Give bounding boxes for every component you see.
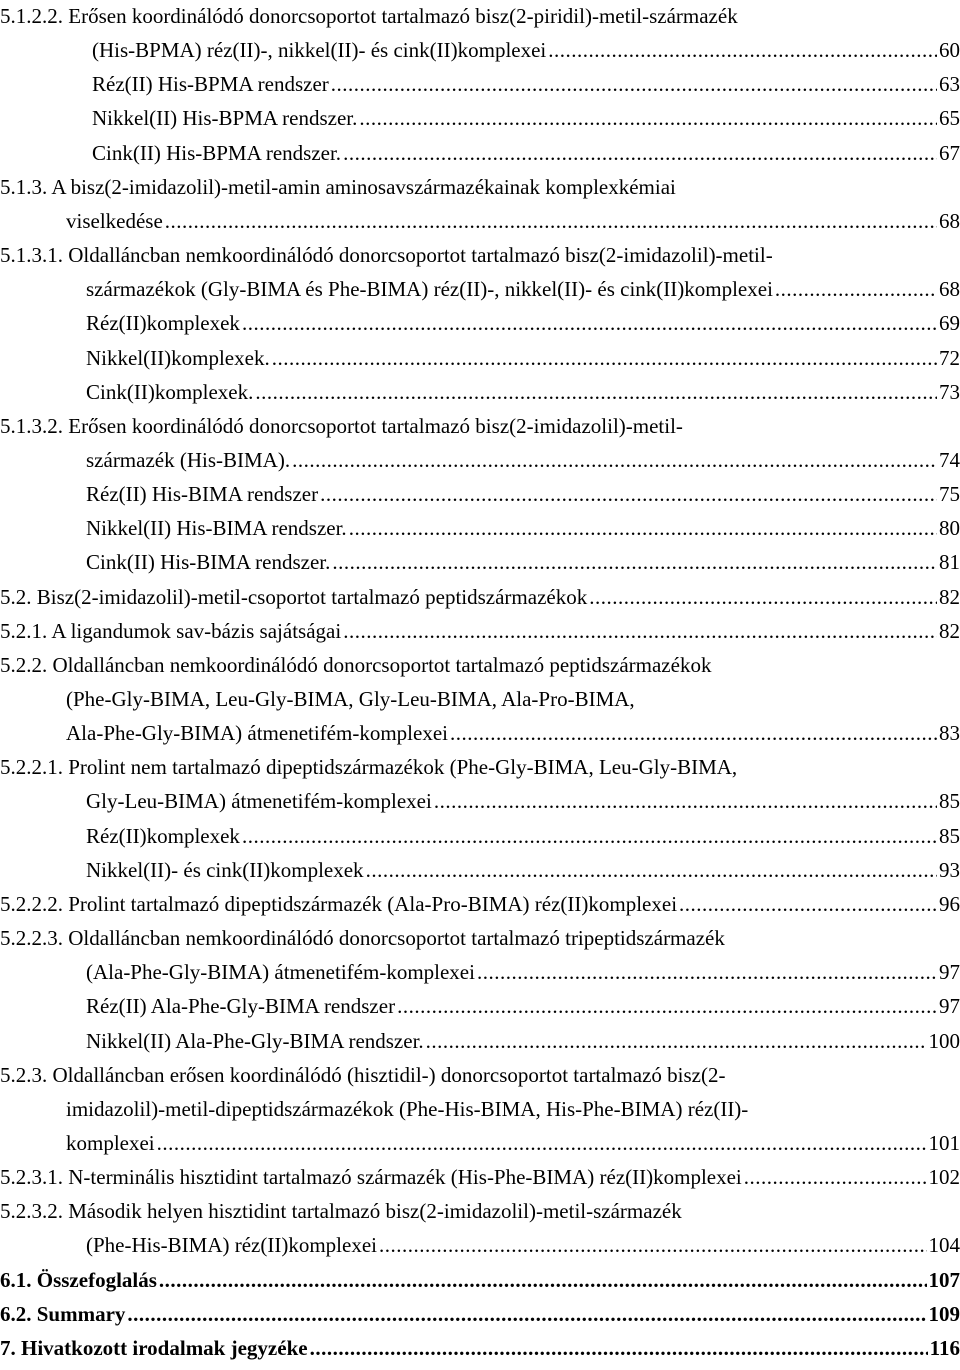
dot-leader bbox=[332, 550, 937, 575]
toc-entry[interactable] bbox=[0, 960, 960, 994]
toc-page-number: 82 bbox=[939, 619, 960, 644]
toc-entry-title: Nikkel(II) His-BPMA rendszer. bbox=[92, 106, 357, 131]
toc-page-number: 83 bbox=[939, 721, 960, 746]
toc-entry-title: Réz(II) His-BPMA rendszer bbox=[92, 72, 329, 97]
toc-page-number: 109 bbox=[929, 1302, 960, 1327]
dot-leader bbox=[127, 1302, 926, 1327]
toc-entry[interactable] bbox=[0, 380, 960, 414]
toc-entry-title: (His-BPMA) réz(II)-, nikkel(II)- és cink(II)komplexei bbox=[92, 38, 546, 63]
toc-entry-title: származék (His-BIMA). bbox=[86, 448, 290, 473]
toc-entry[interactable] bbox=[0, 106, 960, 140]
toc-entry-title: Réz(II) Ala-Phe-Gly-BIMA rendszer bbox=[86, 994, 395, 1019]
dot-leader bbox=[775, 277, 937, 302]
dot-leader bbox=[434, 789, 937, 814]
toc-entry-title: 5.1.3.1. Oldalláncban nemkoordinálódó donorcsoportot tartalmazó bisz(2-imidazolil)-metil- bbox=[0, 243, 773, 268]
dot-leader bbox=[477, 960, 937, 985]
toc-entry[interactable] bbox=[0, 858, 960, 892]
toc-entry[interactable] bbox=[0, 516, 960, 550]
dot-leader bbox=[255, 380, 937, 405]
dot-leader bbox=[331, 72, 937, 97]
toc-page-number: 75 bbox=[939, 482, 960, 507]
toc-page-number: 69 bbox=[939, 311, 960, 336]
toc-entry-title: (Ala-Phe-Gly-BIMA) átmenetifém-komplexei bbox=[86, 960, 475, 985]
toc-entry-title: (Phe-His-BIMA) réz(II)komplexei bbox=[86, 1233, 377, 1258]
toc-entry[interactable] bbox=[0, 1268, 960, 1302]
toc-entry-title: Cink(II)komplexek. bbox=[86, 380, 253, 405]
toc-page-number: 85 bbox=[939, 824, 960, 849]
dot-leader bbox=[366, 858, 937, 883]
toc-entry[interactable] bbox=[0, 824, 960, 858]
dot-leader bbox=[310, 1336, 928, 1361]
dot-leader bbox=[744, 1165, 927, 1190]
toc-entry-title: (Phe-Gly-BIMA, Leu-Gly-BIMA, Gly-Leu-BIMA, Ala-Pro-BIMA, bbox=[66, 687, 635, 712]
toc-entry-title: származékok (Gly-BIMA és Phe-BIMA) réz(II)-, nikkel(II)- és cink(II)komplexei bbox=[86, 277, 773, 302]
dot-leader bbox=[359, 106, 937, 131]
toc-page-number: 72 bbox=[939, 346, 960, 371]
toc-entry-title: 5.2.3. Oldalláncban erősen koordinálódó (hisztidil-) donorcsoportot tartalmazó bisz(2- bbox=[0, 1063, 725, 1088]
toc-page-number: 81 bbox=[939, 550, 960, 575]
toc-page-number: 100 bbox=[929, 1029, 960, 1054]
toc-page-number: 73 bbox=[939, 380, 960, 405]
toc-page-number: 82 bbox=[939, 585, 960, 610]
toc-page-number: 102 bbox=[929, 1165, 960, 1190]
toc-entry[interactable] bbox=[0, 414, 960, 448]
dot-leader bbox=[679, 892, 937, 917]
toc-entry-title: Cink(II) His-BIMA rendszer. bbox=[86, 550, 330, 575]
toc-entry[interactable] bbox=[0, 243, 960, 277]
toc-entry-title: 5.2.1. A ligandumok sav-bázis sajátságai bbox=[0, 619, 341, 644]
toc-entry[interactable] bbox=[0, 1199, 960, 1233]
toc-entry[interactable] bbox=[0, 346, 960, 380]
toc-entry[interactable] bbox=[0, 721, 960, 755]
toc-entry-title: 5.1.2.2. Erősen koordinálódó donorcsoportot tartalmazó bisz(2-piridil)-metil-származék bbox=[0, 4, 738, 29]
toc-page-number: 68 bbox=[939, 209, 960, 234]
dot-leader bbox=[320, 482, 937, 507]
dot-leader bbox=[548, 38, 937, 63]
toc-entry[interactable] bbox=[0, 4, 960, 38]
toc-entry-title: Nikkel(II)- és cink(II)komplexek bbox=[86, 858, 364, 883]
toc-page-number: 68 bbox=[939, 277, 960, 302]
toc-entry[interactable] bbox=[0, 994, 960, 1028]
toc-entry-title: Cink(II) His-BPMA rendszer. bbox=[92, 141, 341, 166]
toc-entry[interactable] bbox=[0, 141, 960, 175]
toc-entry[interactable] bbox=[0, 209, 960, 243]
toc-entry[interactable] bbox=[0, 1336, 960, 1370]
toc-entry-title: 7. Hivatkozott irodalmak jegyzéke bbox=[0, 1336, 308, 1361]
toc-page-number: 93 bbox=[939, 858, 960, 883]
toc-page-number: 63 bbox=[939, 72, 960, 97]
toc-page-number: 74 bbox=[939, 448, 960, 473]
toc-entry-title: Nikkel(II) Ala-Phe-Gly-BIMA rendszer. bbox=[86, 1029, 424, 1054]
toc-entry-title: viselkedése bbox=[66, 209, 163, 234]
toc-entry[interactable] bbox=[0, 277, 960, 311]
dot-leader bbox=[343, 141, 937, 166]
toc-entry-title: imidazolil)-metil-dipeptidszármazékok (Phe-His-BIMA, His-Phe-BIMA) réz(II)- bbox=[66, 1097, 748, 1122]
dot-leader bbox=[426, 1029, 927, 1054]
toc-entry-title: 5.2.2.2. Prolint tartalmazó dipeptidszármazék (Ala-Pro-BIMA) réz(II)komplexei bbox=[0, 892, 677, 917]
toc-page-number: 60 bbox=[939, 38, 960, 63]
toc-page-number: 96 bbox=[939, 892, 960, 917]
toc-page-number: 101 bbox=[929, 1131, 960, 1156]
toc-page-number: 85 bbox=[939, 789, 960, 814]
toc-entry-title: 5.1.3.2. Erősen koordinálódó donorcsoportot tartalmazó bisz(2-imidazolil)-metil- bbox=[0, 414, 683, 439]
toc-entry-title: 5.2.3.2. Második helyen hisztidint tartalmazó bisz(2-imidazolil)-metil-származék bbox=[0, 1199, 682, 1224]
toc-entry[interactable] bbox=[0, 619, 960, 653]
dot-leader bbox=[157, 1131, 927, 1156]
toc-entry[interactable] bbox=[0, 926, 960, 960]
toc-entry-title: 6.1. Összefoglalás bbox=[0, 1268, 157, 1293]
toc-entry-title: Réz(II) His-BIMA rendszer bbox=[86, 482, 318, 507]
dot-leader bbox=[450, 721, 937, 746]
toc-entry-title: 5.1.3. A bisz(2-imidazolil)-metil-amin aminosavszármazékainak komplexkémiai bbox=[0, 175, 676, 200]
dot-leader bbox=[242, 824, 937, 849]
toc-entry-title: Gly-Leu-BIMA) átmenetifém-komplexei bbox=[86, 789, 432, 814]
dot-leader bbox=[343, 619, 937, 644]
toc-page-number: 116 bbox=[930, 1336, 960, 1361]
toc-entry[interactable] bbox=[0, 687, 960, 721]
toc-page-number: 80 bbox=[939, 516, 960, 541]
toc-entry[interactable] bbox=[0, 755, 960, 789]
toc-entry-title: Nikkel(II) His-BIMA rendszer. bbox=[86, 516, 347, 541]
toc-entry[interactable] bbox=[0, 1302, 960, 1336]
toc-entry[interactable] bbox=[0, 1063, 960, 1097]
dot-leader bbox=[272, 346, 937, 371]
toc-page-number: 104 bbox=[929, 1233, 960, 1258]
dot-leader bbox=[349, 516, 937, 541]
toc-page-number: 97 bbox=[939, 960, 960, 985]
toc-entry-title: Réz(II)komplexek bbox=[86, 824, 240, 849]
toc-page-number: 107 bbox=[929, 1268, 960, 1293]
toc-page-number: 65 bbox=[939, 106, 960, 131]
toc-entry-title: Nikkel(II)komplexek. bbox=[86, 346, 270, 371]
toc-entry[interactable] bbox=[0, 72, 960, 106]
toc-entry[interactable] bbox=[0, 1233, 960, 1267]
dot-leader bbox=[589, 585, 937, 610]
toc-entry-title: Ala-Phe-Gly-BIMA) átmenetifém-komplexei bbox=[66, 721, 448, 746]
dot-leader bbox=[397, 994, 937, 1019]
toc-entry[interactable] bbox=[0, 311, 960, 345]
toc-entry[interactable] bbox=[0, 550, 960, 584]
toc-entry[interactable] bbox=[0, 482, 960, 516]
toc-entry-title: 5.2. Bisz(2-imidazolil)-metil-csoportot tartalmazó peptidszármazékok bbox=[0, 585, 587, 610]
toc-entry[interactable] bbox=[0, 1097, 960, 1131]
toc-entry[interactable] bbox=[0, 653, 960, 687]
toc-entry-title: Réz(II)komplexek bbox=[86, 311, 240, 336]
toc-entry[interactable] bbox=[0, 1131, 960, 1165]
toc-entry-title: komplexei bbox=[66, 1131, 155, 1156]
toc-entry[interactable] bbox=[0, 1029, 960, 1063]
toc-entry[interactable] bbox=[0, 175, 960, 209]
toc-entry-title: 5.2.2. Oldalláncban nemkoordinálódó donorcsoportot tartalmazó peptidszármazékok bbox=[0, 653, 711, 678]
toc-entry-title: 5.2.3.1. N-terminális hisztidint tartalmazó származék (His-Phe-BIMA) réz(II)komplexei bbox=[0, 1165, 742, 1190]
dot-leader bbox=[165, 209, 937, 234]
toc-page-number: 67 bbox=[939, 141, 960, 166]
toc-entry[interactable] bbox=[0, 1165, 960, 1199]
toc-entry[interactable] bbox=[0, 448, 960, 482]
dot-leader bbox=[159, 1268, 927, 1293]
toc-entry[interactable] bbox=[0, 38, 960, 72]
toc-entry-title: 5.2.2.3. Oldalláncban nemkoordinálódó donorcsoportot tartalmazó tripeptidszármazék bbox=[0, 926, 725, 951]
toc-page-number: 97 bbox=[939, 994, 960, 1019]
toc-entry[interactable] bbox=[0, 892, 960, 926]
dot-leader bbox=[292, 448, 937, 473]
toc-entry-title: 6.2. Summary bbox=[0, 1302, 125, 1327]
dot-leader bbox=[379, 1233, 927, 1258]
dot-leader bbox=[242, 311, 937, 336]
toc-entry[interactable] bbox=[0, 789, 960, 823]
toc-entry[interactable] bbox=[0, 585, 960, 619]
toc-entry-title: 5.2.2.1. Prolint nem tartalmazó dipeptidszármazékok (Phe-Gly-BIMA, Leu-Gly-BIMA, bbox=[0, 755, 737, 780]
